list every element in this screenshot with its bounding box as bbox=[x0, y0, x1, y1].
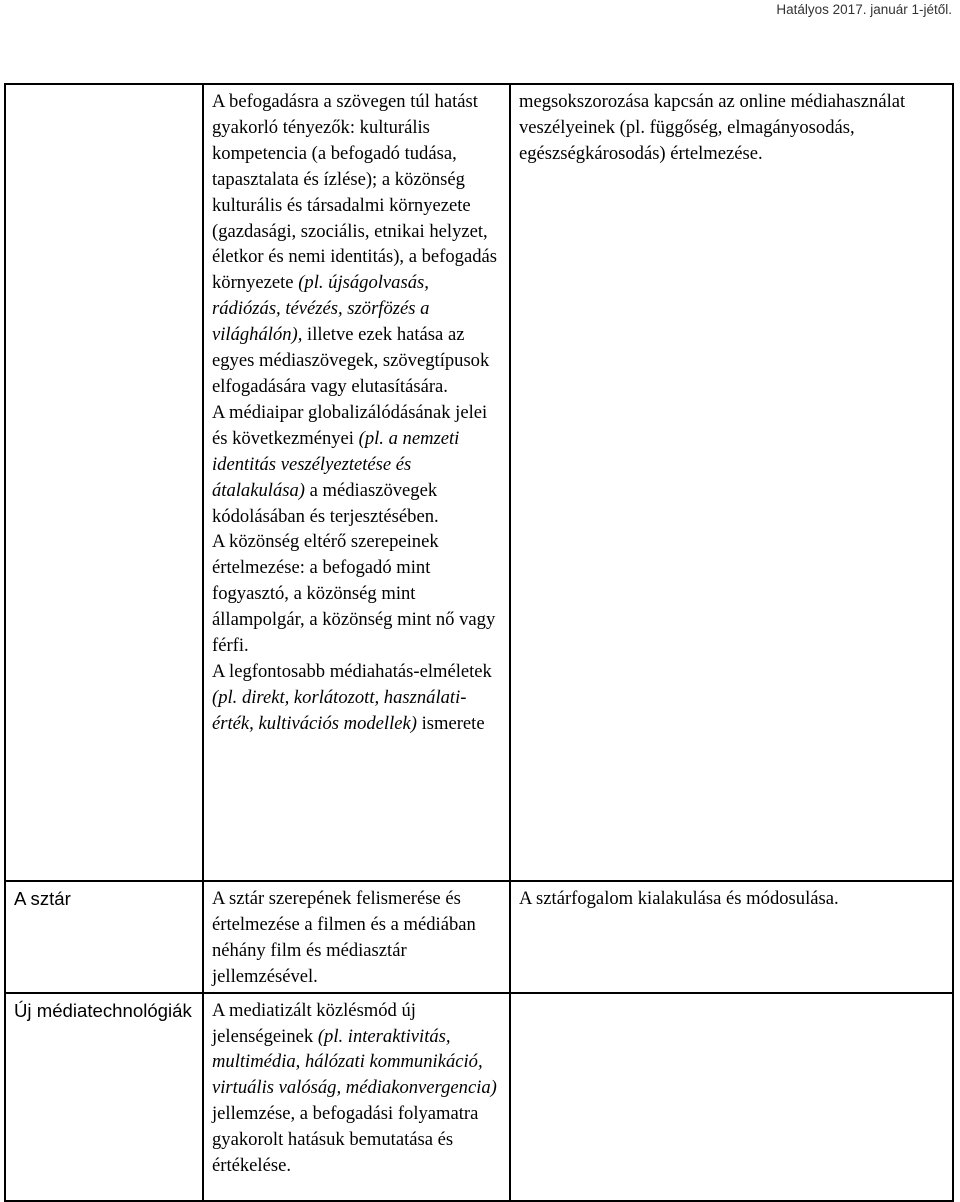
content-paragraph: A mediatizált közlésmód új jelenségeinek (pl. interaktivitás, multimédia, hálózati kommunikáció, virtuális valóság, médiakonvergencia) jellemzése, a befogadási folyamatra gyakorolt hatásuk bemutatása és értékelése. bbox=[212, 999, 497, 1177]
topic-cell: A sztár bbox=[5, 881, 203, 993]
table-row bbox=[5, 881, 953, 993]
content-paragraph: A közönség eltérő szerepeinek értelmezése: a befogadó mint fogyasztó, a közönség mint állampolgár, a közönség mint nő vagy férfi. bbox=[212, 531, 496, 657]
topic-cell bbox=[5, 84, 203, 881]
content-paragraph: A sztár szerepének felismerése és értelmezése a filmen és a médiában néhány film és médiasztár jellemzésével. bbox=[212, 888, 476, 987]
topic-cell: Új médiatechnológiák bbox=[5, 993, 203, 1201]
outcome-cell bbox=[510, 993, 953, 1201]
effective-date-note: Hatályos 2017. január 1-jétől. bbox=[776, 2, 952, 17]
table-row bbox=[5, 84, 953, 881]
outcome-cell: A sztárfogalom kialakulása és módosulása. bbox=[510, 881, 953, 993]
content-paragraph: A legfontosabb médiahatás-elméletek (pl. direkt, korlátozott, használati-érték, kultivációs modellek) ismerete bbox=[212, 660, 492, 734]
content-cell bbox=[203, 993, 510, 1201]
content-cell bbox=[203, 84, 510, 881]
curriculum-table bbox=[4, 83, 954, 1202]
outcome-cell: megsokszorozása kapcsán az online médiahasználat veszélyeinek (pl. függőség, elmagányosodás, egészségkárosodás) értelmezése. bbox=[510, 84, 953, 881]
table-row bbox=[5, 993, 953, 1201]
content-cell bbox=[203, 881, 510, 993]
content-paragraph: A befogadásra a szövegen túl hatást gyakorló tényezők: kulturális kompetencia (a befogadó tudása, tapasztalata és ízlése); a közönség kulturális és társadalmi környezete (gazdasági, szociális, etnikai helyzet, életkor és nemi identitás), a befogadás környezete (pl. újságolvasás, rádiózás, tévézés, szörfözés a világhálón), illetve ezek hatása az egyes médiaszövegek, szövegtípusok elfogadására vagy elutasítására. bbox=[212, 91, 497, 397]
content-paragraph: A médiaipar globalizálódásának jelei és következményei (pl. a nemzeti identitás veszélyeztetése és átalakulása) a médiaszövegek kódolásában és terjesztésében. bbox=[212, 401, 488, 527]
